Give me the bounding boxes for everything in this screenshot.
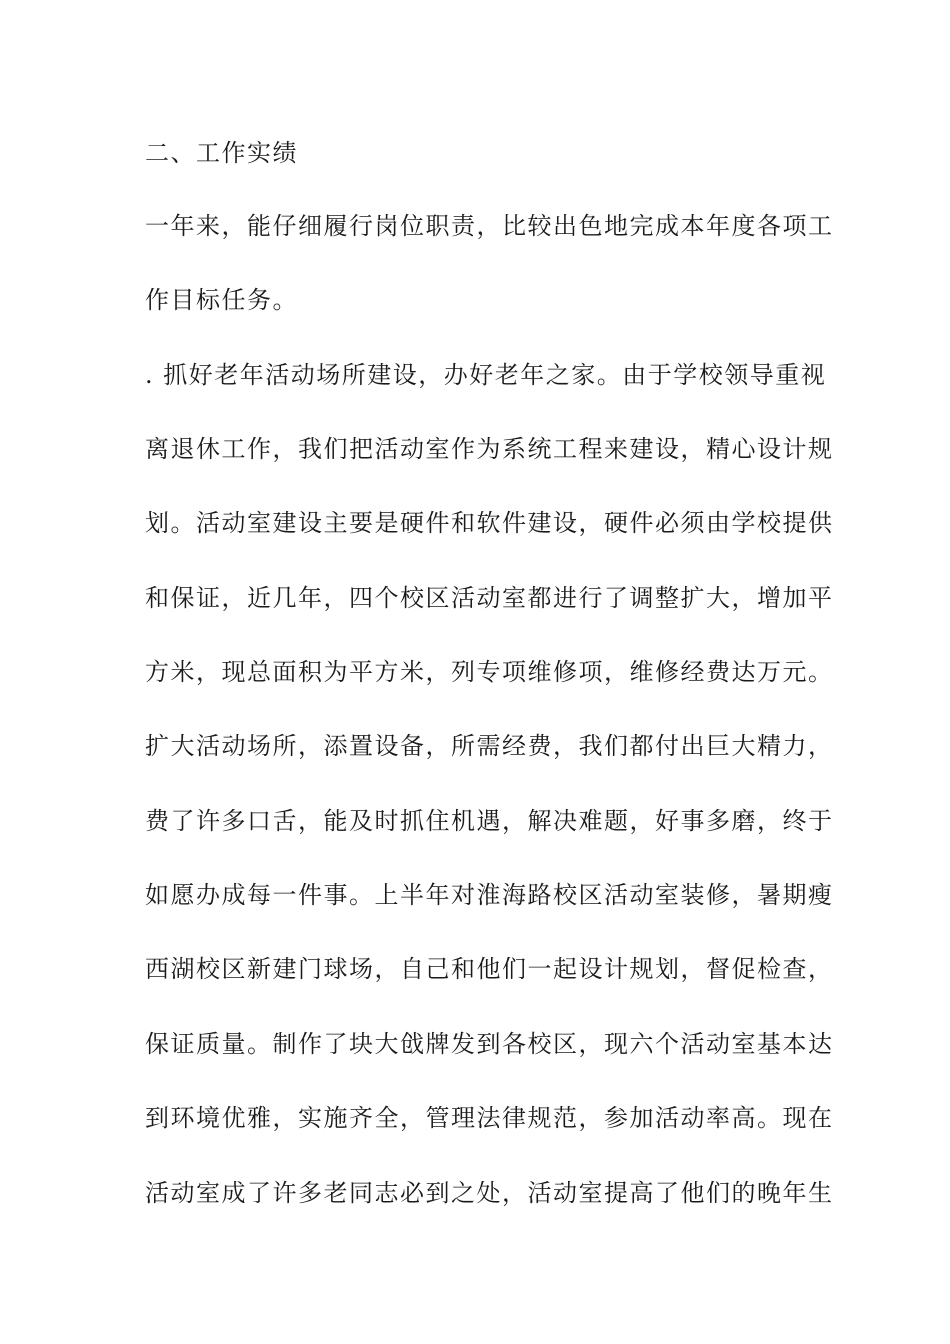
section-heading: 二、工作实绩 (145, 139, 298, 167)
text-line: 如愿办成每一件事。上半年对淮海路校区活动室装修，暑期瘦 (145, 881, 834, 909)
text-line: 方米，现总面积为平方米，列专项维修项，维修经费达万元。 (145, 658, 834, 686)
text-line: . 抓好老年活动场所建设，办好老年之家。由于学校领导重视 (145, 361, 827, 389)
text-line: 费了许多口舌，能及时抓住机遇，解决难题，好事多磨，终于 (145, 807, 834, 835)
text-line: 作目标任务。 (145, 286, 298, 314)
text-line: 扩大活动场所，添置设备，所需经费，我们都付出巨大精力， (145, 732, 834, 760)
text-line: 西湖校区新建门球场，自己和他们一起设计规划，督促检查， (145, 955, 834, 983)
text-line: 离退休工作，我们把活动室作为系统工程来建设，精心设计规 (145, 435, 834, 463)
text-line: 一年来，能仔细履行岗位职责，比较出色地完成本年度各项工 (145, 212, 834, 240)
text-line: 划。活动室建设主要是硬件和软件建设，硬件必须由学校提供 (145, 509, 834, 537)
text-line: 活动室成了许多老同志必到之处，活动室提高了他们的晚年生 (145, 1179, 834, 1207)
text-line: 和保证，近几年，四个校区活动室都进行了调整扩大，增加平 (145, 584, 834, 612)
text-line: 保证质量。制作了块大戗牌发到各校区，现六个活动室基本达 (145, 1030, 834, 1058)
text-line: 到环境优雅，实施齐全，管理法律规范，参加活动率高。现在 (145, 1104, 834, 1132)
